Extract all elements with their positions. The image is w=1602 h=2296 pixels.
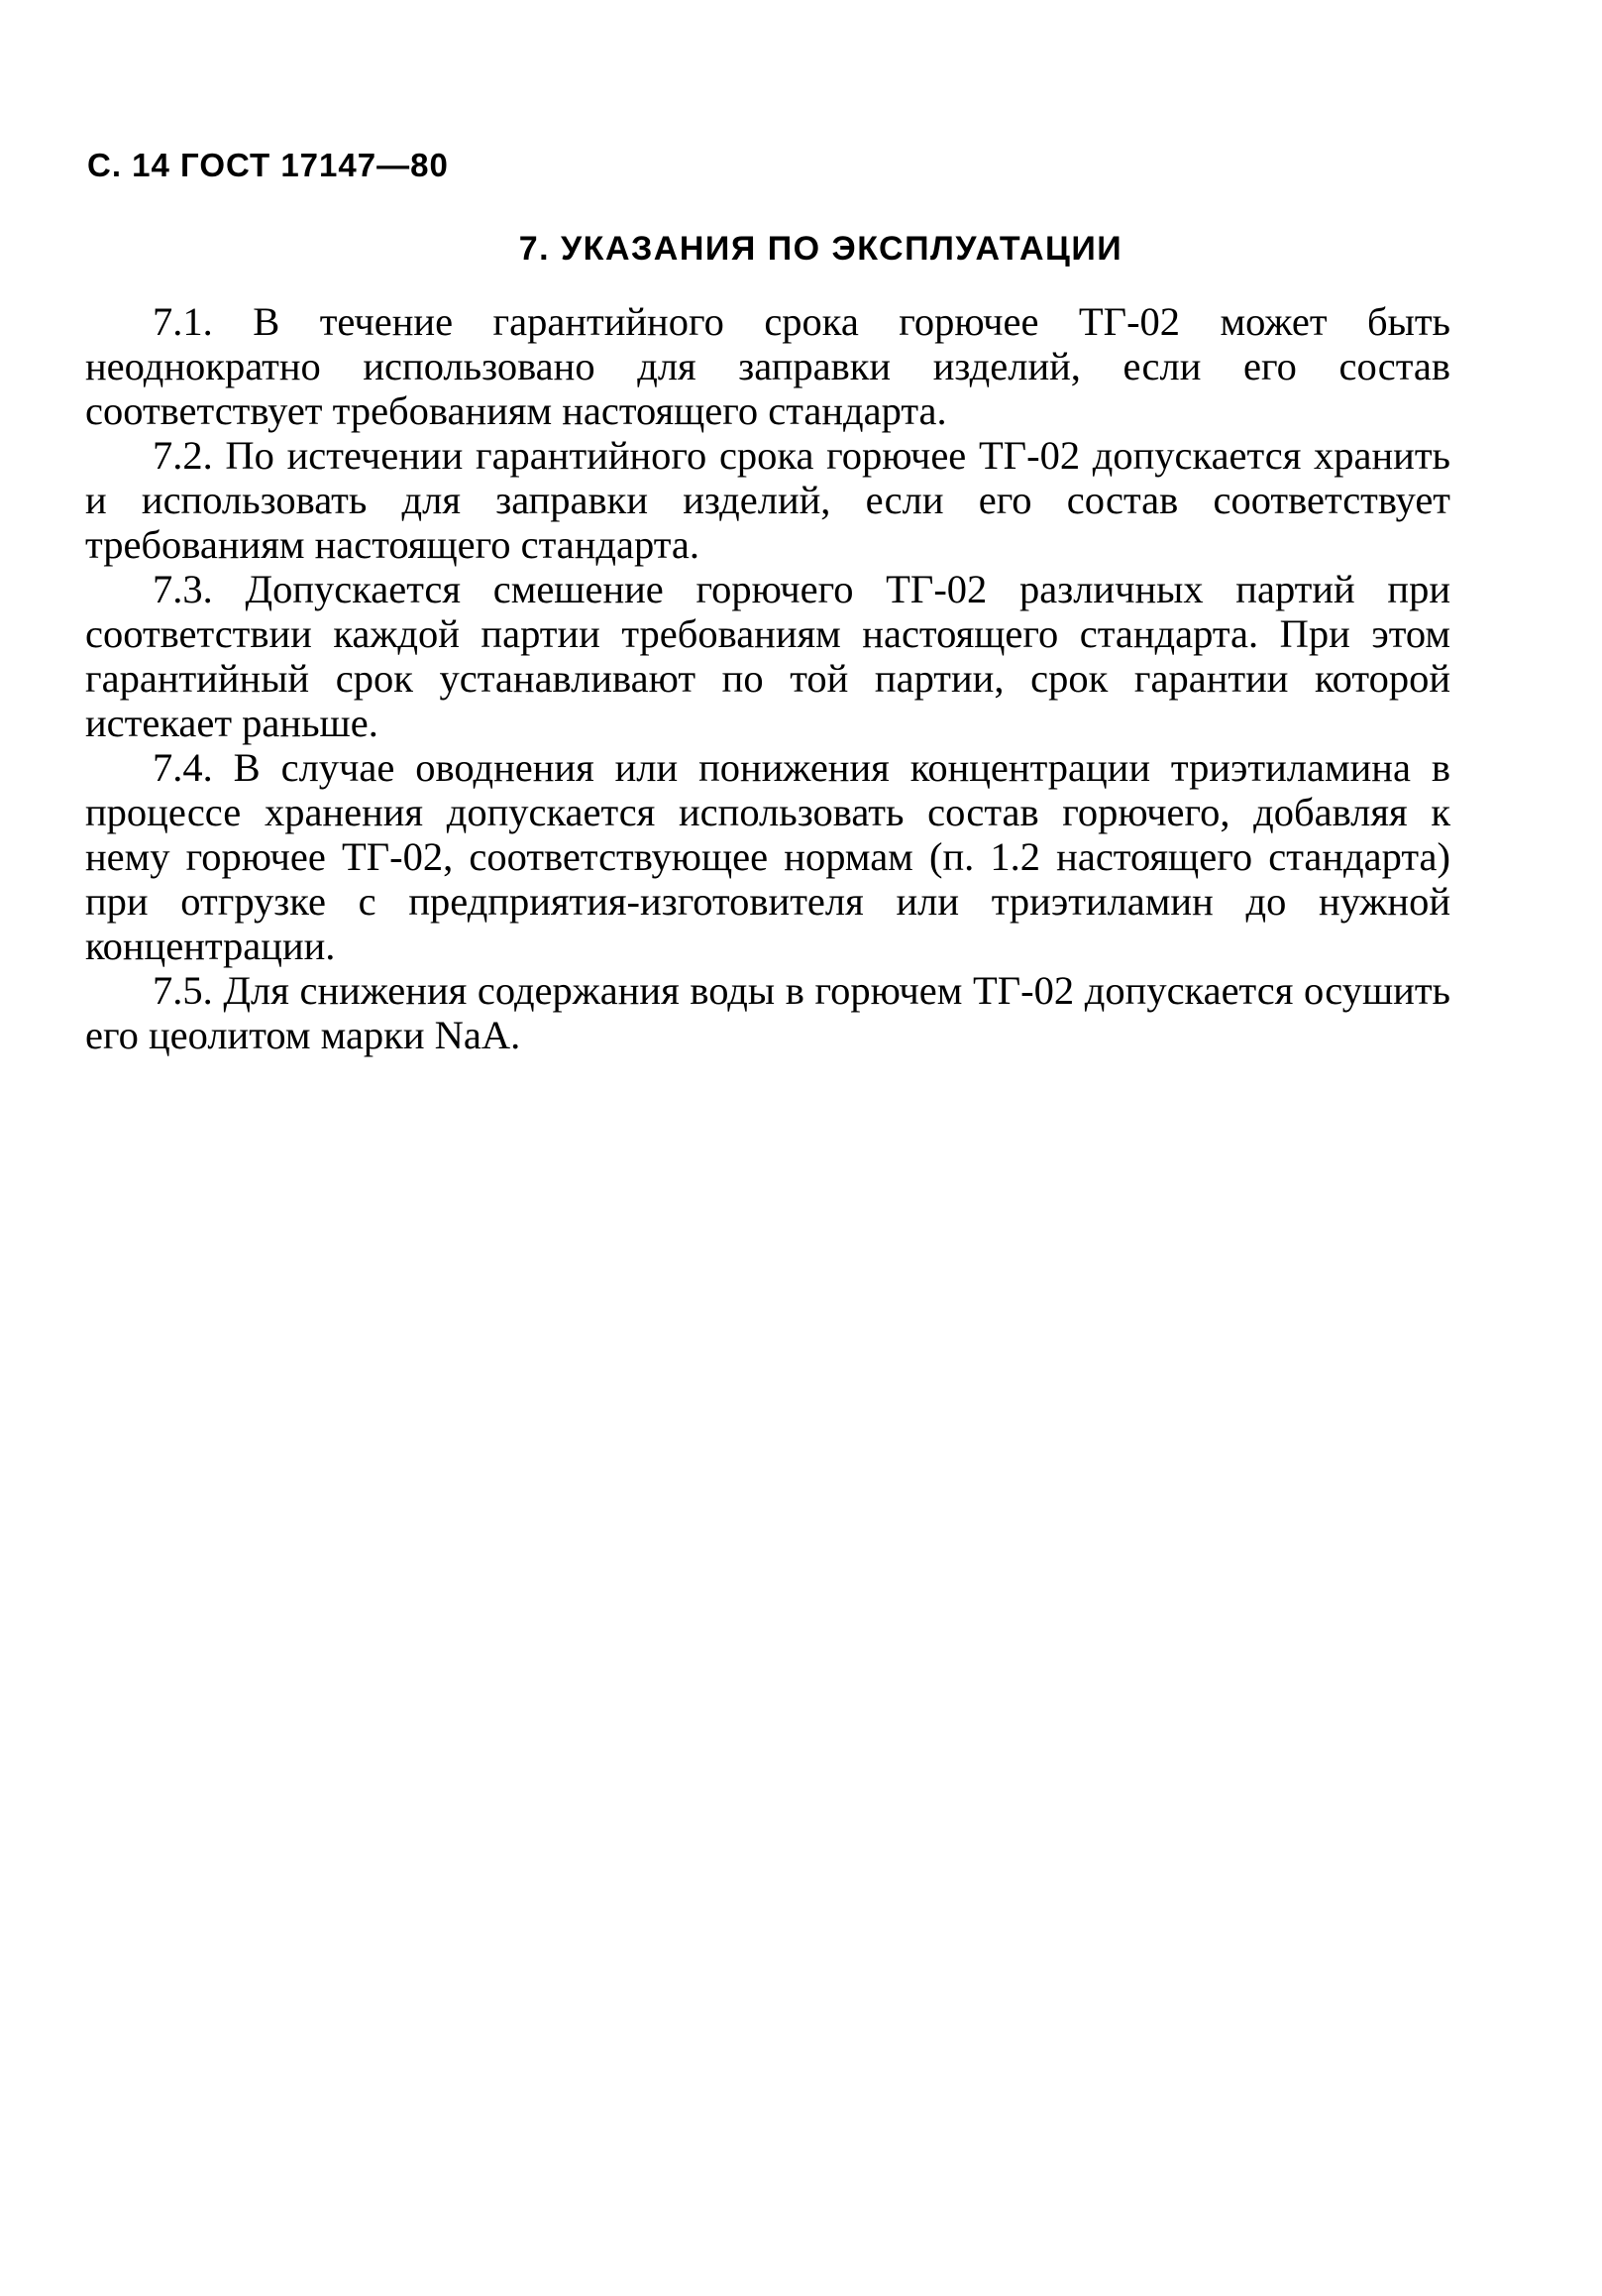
paragraph-7-4: 7.4. В случае оводнения или понижения концентрации триэтиламина в процессе хранения допускается использовать состав горючего, добавляя к нему горючее ТГ-02, соответствующее нормам (п. 1.2 настоящего стандарта) при отгрузке с предприятия-изготовителя или триэтиламин до нужной концентрации. [85, 745, 1450, 968]
section-title: 7. УКАЗАНИЯ ПО ЭКСПЛУАТАЦИИ [518, 230, 1123, 268]
running-header: С. 14 ГОСТ 17147—80 [87, 147, 449, 183]
paragraph-7-3: 7.3. Допускается смешение горючего ТГ-02 различных партий при соответствии каждой партии требованиям настоящего стандарта. При этом гарантийный срок устанавливают по той партии, срок гарантии которой истекает раньше. [85, 567, 1450, 745]
section-body [85, 299, 1450, 1057]
paragraph-7-1: 7.1. В течение гарантийного срока горючее ТГ-02 может быть неоднократно использовано для заправки изделий, если его состав соответствует требованиям настоящего стандарта. [85, 299, 1450, 433]
paragraph-7-5: 7.5. Для снижения содержания воды в горючем ТГ-02 допускается осушить его цеолитом марки NaA. [85, 968, 1450, 1057]
paragraph-7-2: 7.2. По истечении гарантийного срока горючее ТГ-02 допускается хранить и использовать для заправки изделий, если его состав соответствует требованиям настоящего стандарта. [85, 433, 1450, 567]
